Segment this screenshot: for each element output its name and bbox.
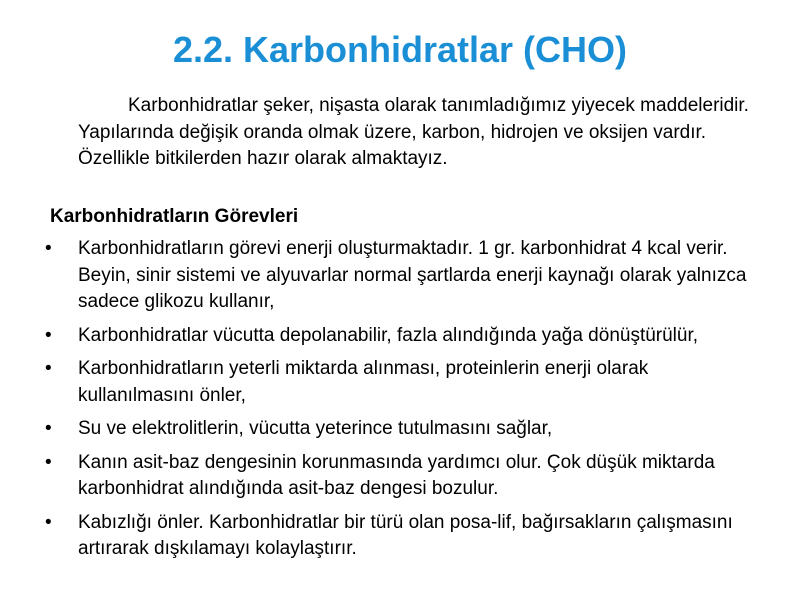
intro-paragraph: Karbonhidratlar şeker, nişasta olarak tanımladığımız yiyecek maddeleridir. Yapılarında değişik oranda olmak üzere, karbon, hidrojen ve oksijen vardır. Özellikle bitkilerden hazır olarak almaktayız. <box>78 95 749 169</box>
bullet-text: Kabızlığı önler. Karbonhidratlar bir türü olan posa-lif, bağırsakların çalışmasını artırarak dışkılamayı kolaylaştırır. <box>78 511 733 559</box>
bullet-icon: • <box>45 418 52 439</box>
bullet-icon: • <box>45 238 52 259</box>
bullet-icon: • <box>45 451 52 473</box>
bullet-item <box>0 510 800 563</box>
bullet-text: Su ve elektrolitlerin, vücutta yeterince tutulmasını sağlar, <box>78 418 553 439</box>
bullet-text: Karbonhidratların görevi enerji oluşturmaktadır. 1 gr. karbonhidrat 4 kcal verir. Beyin, sinir sistemi ve alyuvarlar normal şartlarda enerji kaynağı olarak yalnızca sadece glikozu kullanır, <box>78 238 747 312</box>
bullet-icon: • <box>45 324 52 346</box>
bullet-list <box>0 236 800 570</box>
bullet-item <box>0 356 800 409</box>
bullet-item <box>0 416 800 443</box>
bullet-icon: • <box>45 358 52 379</box>
bullet-item <box>0 323 800 350</box>
bullet-text: Karbonhidratlar vücutta depolanabilir, fazla alındığında yağa dönüştürülür, <box>78 324 699 346</box>
section-heading: Karbonhidratların Görevleri <box>50 206 299 227</box>
bullet-text: Kanın asit-baz dengesinin korunmasında yardımcı olur. Çok düşük miktarda karbonhidrat alındığında asit-baz dengesi bozulur. <box>78 451 715 499</box>
slide-title: 2.2. Karbonhidratlar (CHO) <box>172 29 628 70</box>
bullet-text: Karbonhidratların yeterli miktarda alınması, proteinlerin enerji olarak kullanılmasını önler, <box>78 358 649 406</box>
bullet-item <box>0 450 800 503</box>
bullet-icon: • <box>45 511 52 533</box>
bullet-item <box>0 236 800 316</box>
